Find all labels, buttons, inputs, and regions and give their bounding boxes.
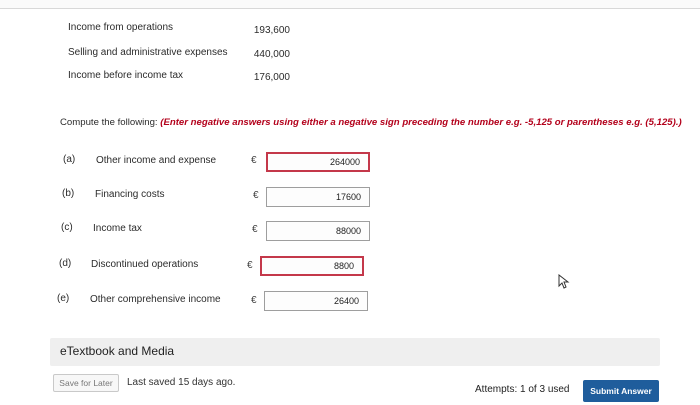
- item-label-discontinued-operations: Discontinued operations: [91, 259, 199, 270]
- instructions-prefix: Compute the following:: [60, 117, 161, 128]
- item-letter-e: (e): [57, 293, 70, 304]
- etextbook-media-label: eTextbook and Media: [60, 344, 175, 358]
- instructions-hint: (Enter negative answers using either a negative sign preceding the number e.g. -5,125 or parentheses e.g. (5,125).): [160, 117, 682, 128]
- item-letter-a: (a): [63, 154, 76, 165]
- statement-value-income-before-tax: 176,000: [253, 72, 290, 83]
- save-for-later-button[interactable]: Save for Later: [53, 374, 119, 392]
- statement-label-selling-admin-expenses: Selling and administrative expenses: [68, 47, 228, 58]
- item-label-other-comprehensive-income: Other comprehensive income: [90, 294, 221, 305]
- statement-value-selling-admin-expenses: 440,000: [253, 49, 290, 60]
- top-divider: [0, 0, 700, 9]
- statement-value-income-from-operations: 193,600: [253, 25, 290, 36]
- attempts-counter: Attempts: 1 of 3 used: [475, 384, 570, 395]
- mouse-pointer-icon: [558, 274, 572, 290]
- answer-input-other-income-expense[interactable]: [266, 152, 370, 172]
- item-label-income-tax: Income tax: [93, 223, 142, 234]
- currency-symbol: €: [252, 224, 258, 235]
- answer-input-financing-costs[interactable]: [266, 187, 370, 207]
- etextbook-media-bar[interactable]: [50, 338, 660, 366]
- instructions-text: [60, 117, 682, 128]
- last-saved-text: Last saved 15 days ago.: [127, 377, 236, 388]
- answer-input-income-tax[interactable]: [266, 221, 370, 241]
- answer-input-discontinued-operations[interactable]: [260, 256, 364, 276]
- item-letter-c: (c): [61, 222, 73, 233]
- submit-answer-button[interactable]: Submit Answer: [583, 380, 659, 402]
- item-label-financing-costs: Financing costs: [95, 189, 165, 200]
- currency-symbol: €: [253, 190, 259, 201]
- statement-label-income-before-tax: Income before income tax: [68, 70, 184, 81]
- answer-input-other-comprehensive-income[interactable]: [264, 291, 368, 311]
- item-letter-d: (d): [59, 258, 72, 269]
- item-letter-b: (b): [62, 188, 75, 199]
- item-label-other-income-expense: Other income and expense: [96, 155, 217, 166]
- currency-symbol: €: [247, 260, 253, 271]
- currency-symbol: €: [251, 155, 257, 166]
- statement-label-income-from-operations: Income from operations: [68, 22, 174, 33]
- currency-symbol: €: [251, 295, 257, 306]
